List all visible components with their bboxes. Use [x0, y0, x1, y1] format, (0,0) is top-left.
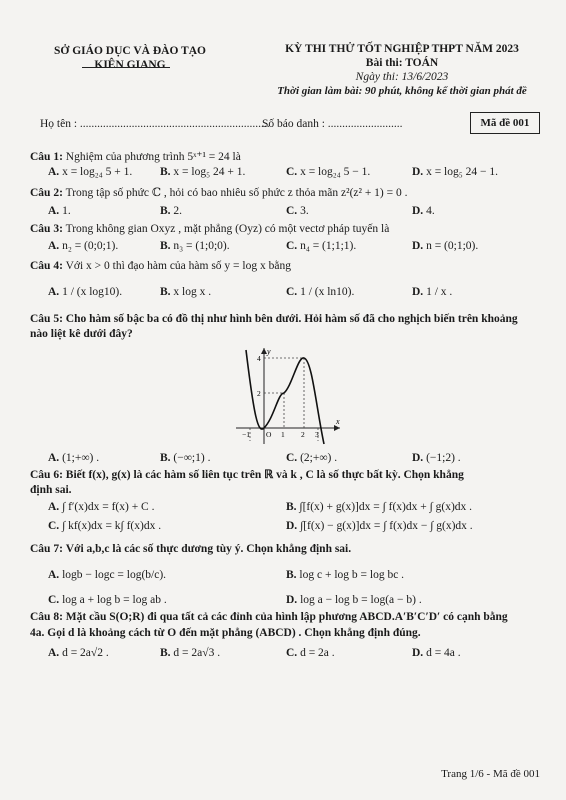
exam-title: KỲ THI THỬ TỐT NGHIỆP THPT NĂM 2023	[285, 43, 519, 55]
q2-option-c: C. 3.	[286, 205, 309, 217]
q3-option-c: C. n₄ = (1;1;1).	[286, 240, 357, 252]
q1-option-a: A. x = log₂₄ 5 + 1.	[48, 166, 133, 178]
question-4: Câu 4: Với x > 0 thì đạo hàm của hàm số y = log x bằng	[30, 260, 291, 272]
question-8: Câu 8: Mặt cầu S(O;R) đi qua tất cả các đỉnh của hình lập phương ABCD.A′B′C′D′ có cạnh bằng	[30, 611, 508, 623]
header-underline	[82, 67, 170, 68]
q2-option-b: B. 2.	[160, 205, 183, 217]
q6-option-c: C. ∫ kf(x)dx = k∫ f(x)dx .	[48, 520, 162, 532]
q7-option-c: C. log a + log b = log ab .	[48, 594, 167, 606]
origin-label: O	[266, 430, 272, 439]
q1-option-b: B. x = log₅ 24 + 1.	[160, 166, 246, 178]
q8-option-c: C. d = 2a .	[286, 647, 335, 659]
cubic-graph	[236, 346, 346, 446]
q8-option-a: A. d = 2a√2 .	[48, 647, 109, 659]
q8-option-d: D. d = 4a .	[412, 647, 461, 659]
q5-option-d: D. (−1;2) .	[412, 452, 461, 464]
q1-option-c: C. x = log₂₄ 5 − 1.	[286, 166, 371, 178]
q5-option-b: B. (−∞;1) .	[160, 452, 211, 464]
question-6: Câu 6: Biết f(x), g(x) là các hàm số liên tục trên ℝ và k , C là số thực bất kỳ. Chọn khẳng	[30, 469, 464, 481]
tick-label: 2	[257, 389, 261, 398]
x-axis-label: x	[336, 417, 340, 426]
question-1	[30, 150, 241, 164]
question-8-line2: 4a. Gọi d là khoảng cách từ O đến mặt phẳng (ABCD) . Chọn khẳng định đúng.	[30, 627, 421, 639]
org-line1: SỞ GIÁO DỤC VÀ ĐÀO TẠO	[54, 45, 206, 57]
question-6-line2: định sai.	[30, 484, 72, 496]
q5-option-c: C. (2;+∞) .	[286, 452, 338, 464]
q2-option-a: A. 1.	[48, 205, 71, 217]
q4-option-c: C. 1 / (x ln10).	[286, 286, 355, 298]
q4-option-a: A. 1 / (x log10).	[48, 286, 123, 298]
q6-option-b: B. ∫[f(x) + g(x)]dx = ∫ f(x)dx + ∫ g(x)dx .	[286, 501, 473, 513]
exam-code-box: Mã đề 001	[470, 112, 540, 134]
q8-option-b: B. d = 2a√3 .	[160, 647, 221, 659]
q6-option-a: A. ∫ f′(x)dx = f(x) + C .	[48, 501, 155, 513]
exam-subject: Bài thi: TOÁN	[365, 57, 439, 69]
exam-time-note: Thời gian làm bài: 90 phút, không kể thời gian phát đề	[277, 85, 527, 97]
exam-header	[262, 42, 542, 98]
tick-label: 4	[257, 354, 261, 363]
question-3: Câu 3: Trong không gian Oxyz , mặt phẳng (Oyz) có một vectơ pháp tuyến là	[30, 223, 390, 235]
tick-label: 1	[281, 430, 285, 439]
question-2: Câu 2: Trong tập số phức ℂ , hỏi có bao nhiêu số phức z thỏa mãn z²(z² + 1) = 0 .	[30, 187, 408, 199]
tick-label: 3	[315, 430, 319, 439]
q7-option-a: A. logb − logc = log(b/c).	[48, 569, 167, 581]
q1-option-d: D. x = log₅ 24 − 1.	[412, 166, 498, 178]
q7-option-d: D. log a − log b = log(a − b) .	[286, 594, 422, 606]
exam-date: Ngày thi: 13/6/2023	[355, 71, 449, 83]
question-5-line2: nào liệt kê dưới đây?	[30, 328, 133, 340]
question-5: Câu 5: Cho hàm số bậc ba có đồ thị như hình bên dưới. Hỏi hàm số đã cho nghịch biến trên khoảng	[30, 313, 518, 325]
q3-option-d: D. n = (0;1;0).	[412, 240, 479, 252]
q4-option-b: B. x log x .	[160, 286, 212, 298]
question-text: Nghiệm của phương trình 5ˣ⁺¹ = 24 là	[65, 151, 241, 163]
q3-option-b: B. n₃ = (1;0;0).	[160, 240, 230, 252]
page-footer: Trang 1/6 - Mã đề 001	[441, 768, 540, 780]
q2-option-d: D. 4.	[412, 205, 435, 217]
q5-option-a: A. (1;+∞) .	[48, 452, 100, 464]
y-axis-label: y	[267, 347, 271, 356]
question-7: Câu 7: Với a,b,c là các số thực dương tùy ý. Chọn khẳng định sai.	[30, 543, 352, 555]
q3-option-a: A. n₂ = (0;0;1).	[48, 240, 119, 252]
tick-label: 2	[301, 430, 305, 439]
q7-option-b: B. log c + log b = log bc .	[286, 569, 405, 581]
question-label: Câu 1:	[30, 151, 63, 163]
q4-option-d: D. 1 / x .	[412, 286, 453, 298]
name-field: Họ tên : ..................................................................	[40, 118, 270, 130]
org-line2: KIÊN GIANG	[94, 59, 166, 71]
sbd-field: Số báo danh : ..........................	[262, 118, 403, 130]
q6-option-d: D. ∫[f(x) − g(x)]dx = ∫ f(x)dx − ∫ g(x)dx .	[286, 520, 473, 532]
tick-label: −1	[242, 430, 250, 439]
